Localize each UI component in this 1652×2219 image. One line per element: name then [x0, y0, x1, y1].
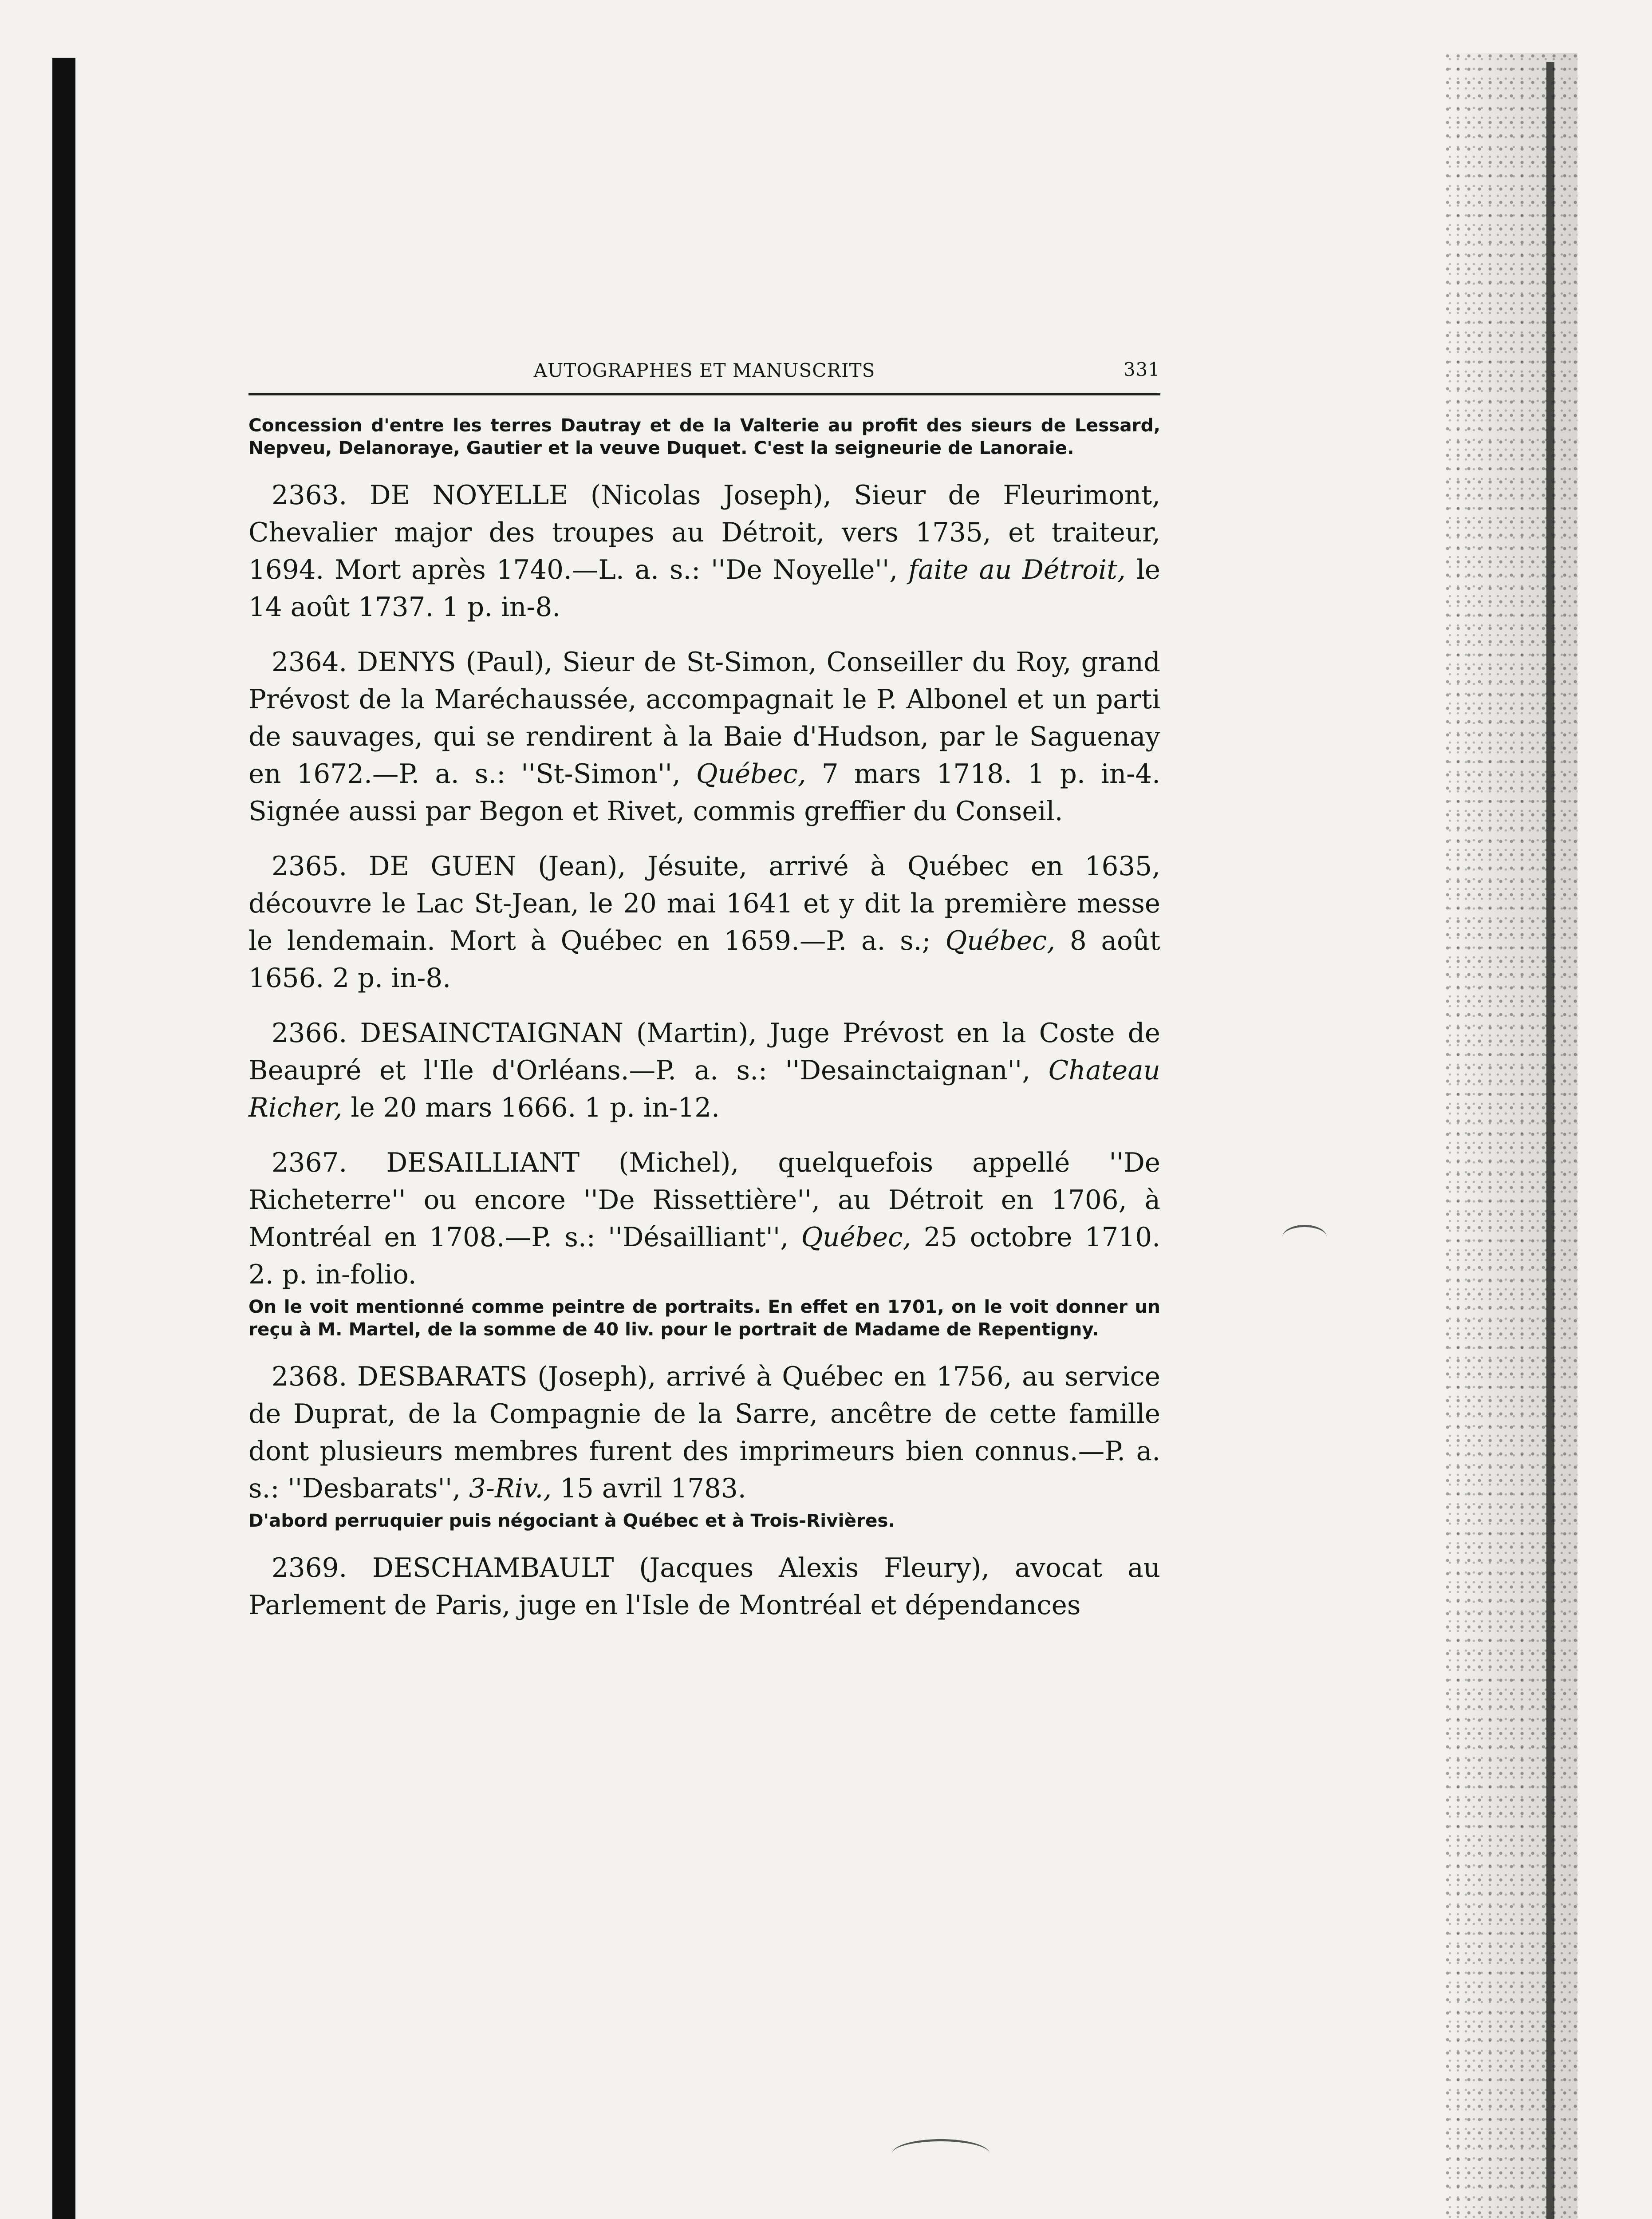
entry-2365 — [248, 848, 1160, 997]
running-title: AUTOGRAPHES ET MANUSCRITS — [533, 359, 875, 381]
entry-text: DESBARATS (Joseph), arrivé à Québec en 1756, au service de Duprat, de la Compagnie de la Sarre, ancêtre de cette famille dont plusieurs membres furent des imprimeurs bien connus.—P. a. s.: ''Desbarats'', — [248, 1362, 1160, 1504]
header-rule — [248, 393, 1160, 395]
entry-number: 2363. — [272, 480, 347, 511]
entry-text: DENYS (Paul), Sieur de St-Simon, Conseiller du Roy, grand Prévost de la Maréchaussée, accompagnait le P. Albonel et un parti de sauvages, qui se rendirent à la Baie d'Hudson, par le Saguenay en 1672.—P. a. s.: ''St-Simon'', — [248, 647, 1160, 790]
document-page — [248, 351, 1160, 1624]
entry-number: 2366. — [272, 1018, 347, 1049]
entry-2363 — [248, 477, 1160, 626]
entry-text: DE GUEN (Jean), Jésuite, arrivé à Québec en 1635, découvre le Lac St-Jean, le 20 mai 1641 et y dit la première messe le lendemain. Mort à Québec en 1659.—P. a. s.; — [248, 851, 1160, 956]
entry-text: DESAINCTAIGNAN (Martin), Juge Prévost en la Coste de Beaupré et l'Ile d'Orléans.—P. a. s.: ''Desainctaignan'', — [248, 1018, 1160, 1086]
entry-2369 — [248, 1550, 1160, 1624]
entry-number: 2368. — [272, 1362, 347, 1392]
scan-right-dark-edge — [1546, 62, 1554, 2219]
entry-tail: 25 octobre 1710. 2. p. in-folio. — [248, 1222, 1160, 1290]
entry-number: 2365. — [272, 851, 347, 882]
note-2367: On le voit mentionné comme peintre de portraits. En effet en 1701, on le voit donner un reçu à M. Martel, de la somme de 40 liv. pour le portrait de Madame de Repentigny. — [248, 1296, 1160, 1340]
page-number: 331 — [1123, 359, 1160, 380]
scan-pen-stroke — [1282, 1225, 1327, 1249]
entry-tail: 7 mars 1718. 1 p. in-4. Signée aussi par Begon et Rivet, commis greffier du Conseil. — [248, 759, 1161, 827]
entry-text: DESAILLIANT (Michel), quelquefois appellé ''De Richeterre'' ou encore ''De Rissettière'', au Détroit en 1706, à Montréal en 1708.—P. s.: ''Désailliant'', — [248, 1148, 1161, 1253]
entry-number: 2367. — [272, 1148, 347, 1178]
entry-place: Québec, — [945, 926, 1056, 956]
entry-2368 — [248, 1358, 1160, 1508]
entry-place: Chateau Richer, — [248, 1055, 1160, 1123]
entry-2364 — [248, 644, 1160, 830]
entry-number: 2369. — [272, 1553, 347, 1583]
entry-number: 2364. — [272, 647, 347, 678]
entry-tail: le 20 mars 1666. 1 p. in-12. — [351, 1093, 720, 1123]
entry-place: Québec, — [801, 1222, 911, 1253]
note-2368: D'abord perruquier puis négociant à Québec et à Trois-Rivières. — [248, 1510, 895, 1531]
scan-pen-stroke — [892, 2139, 990, 2168]
scan-right-page-noise — [1444, 53, 1577, 2219]
entry-2367 — [248, 1145, 1160, 1294]
entry-2366 — [248, 1015, 1160, 1127]
entry-place: faite au Détroit, — [908, 555, 1126, 585]
entry-text: DE NOYELLE (Nicolas Joseph), Sieur de Fleurimont, Chevalier major des troupes au Détroit, vers 1735, et traiteur, 1694. Mort après 1740.—L. a. s.: ''De Noyelle'', — [248, 480, 1160, 585]
entry-tail: 8 août 1656. 2 p. in-8. — [248, 926, 1160, 994]
entry-tail: le 14 août 1737. 1 p. in-8. — [248, 555, 1160, 623]
entry-place: 3-Riv., — [469, 1473, 552, 1504]
entry-place: Québec, — [696, 759, 806, 790]
running-head — [248, 351, 1160, 393]
entry-tail: 15 avril 1783. — [560, 1473, 746, 1504]
entry-text: DESCHAMBAULT (Jacques Alexis Fleury), avocat au Parlement de Paris, juge en l'Isle de Montréal et dépendances — [248, 1553, 1160, 1621]
scan-left-binding-edge — [52, 58, 75, 2219]
note-2362: Concession d'entre les terres Dautray et de la Valterie au profit des sieurs de Lessard, Nepveu, Delanoraye, Gautier et la veuve Duquet. C'est la seigneurie de Lanoraie. — [248, 415, 1160, 458]
